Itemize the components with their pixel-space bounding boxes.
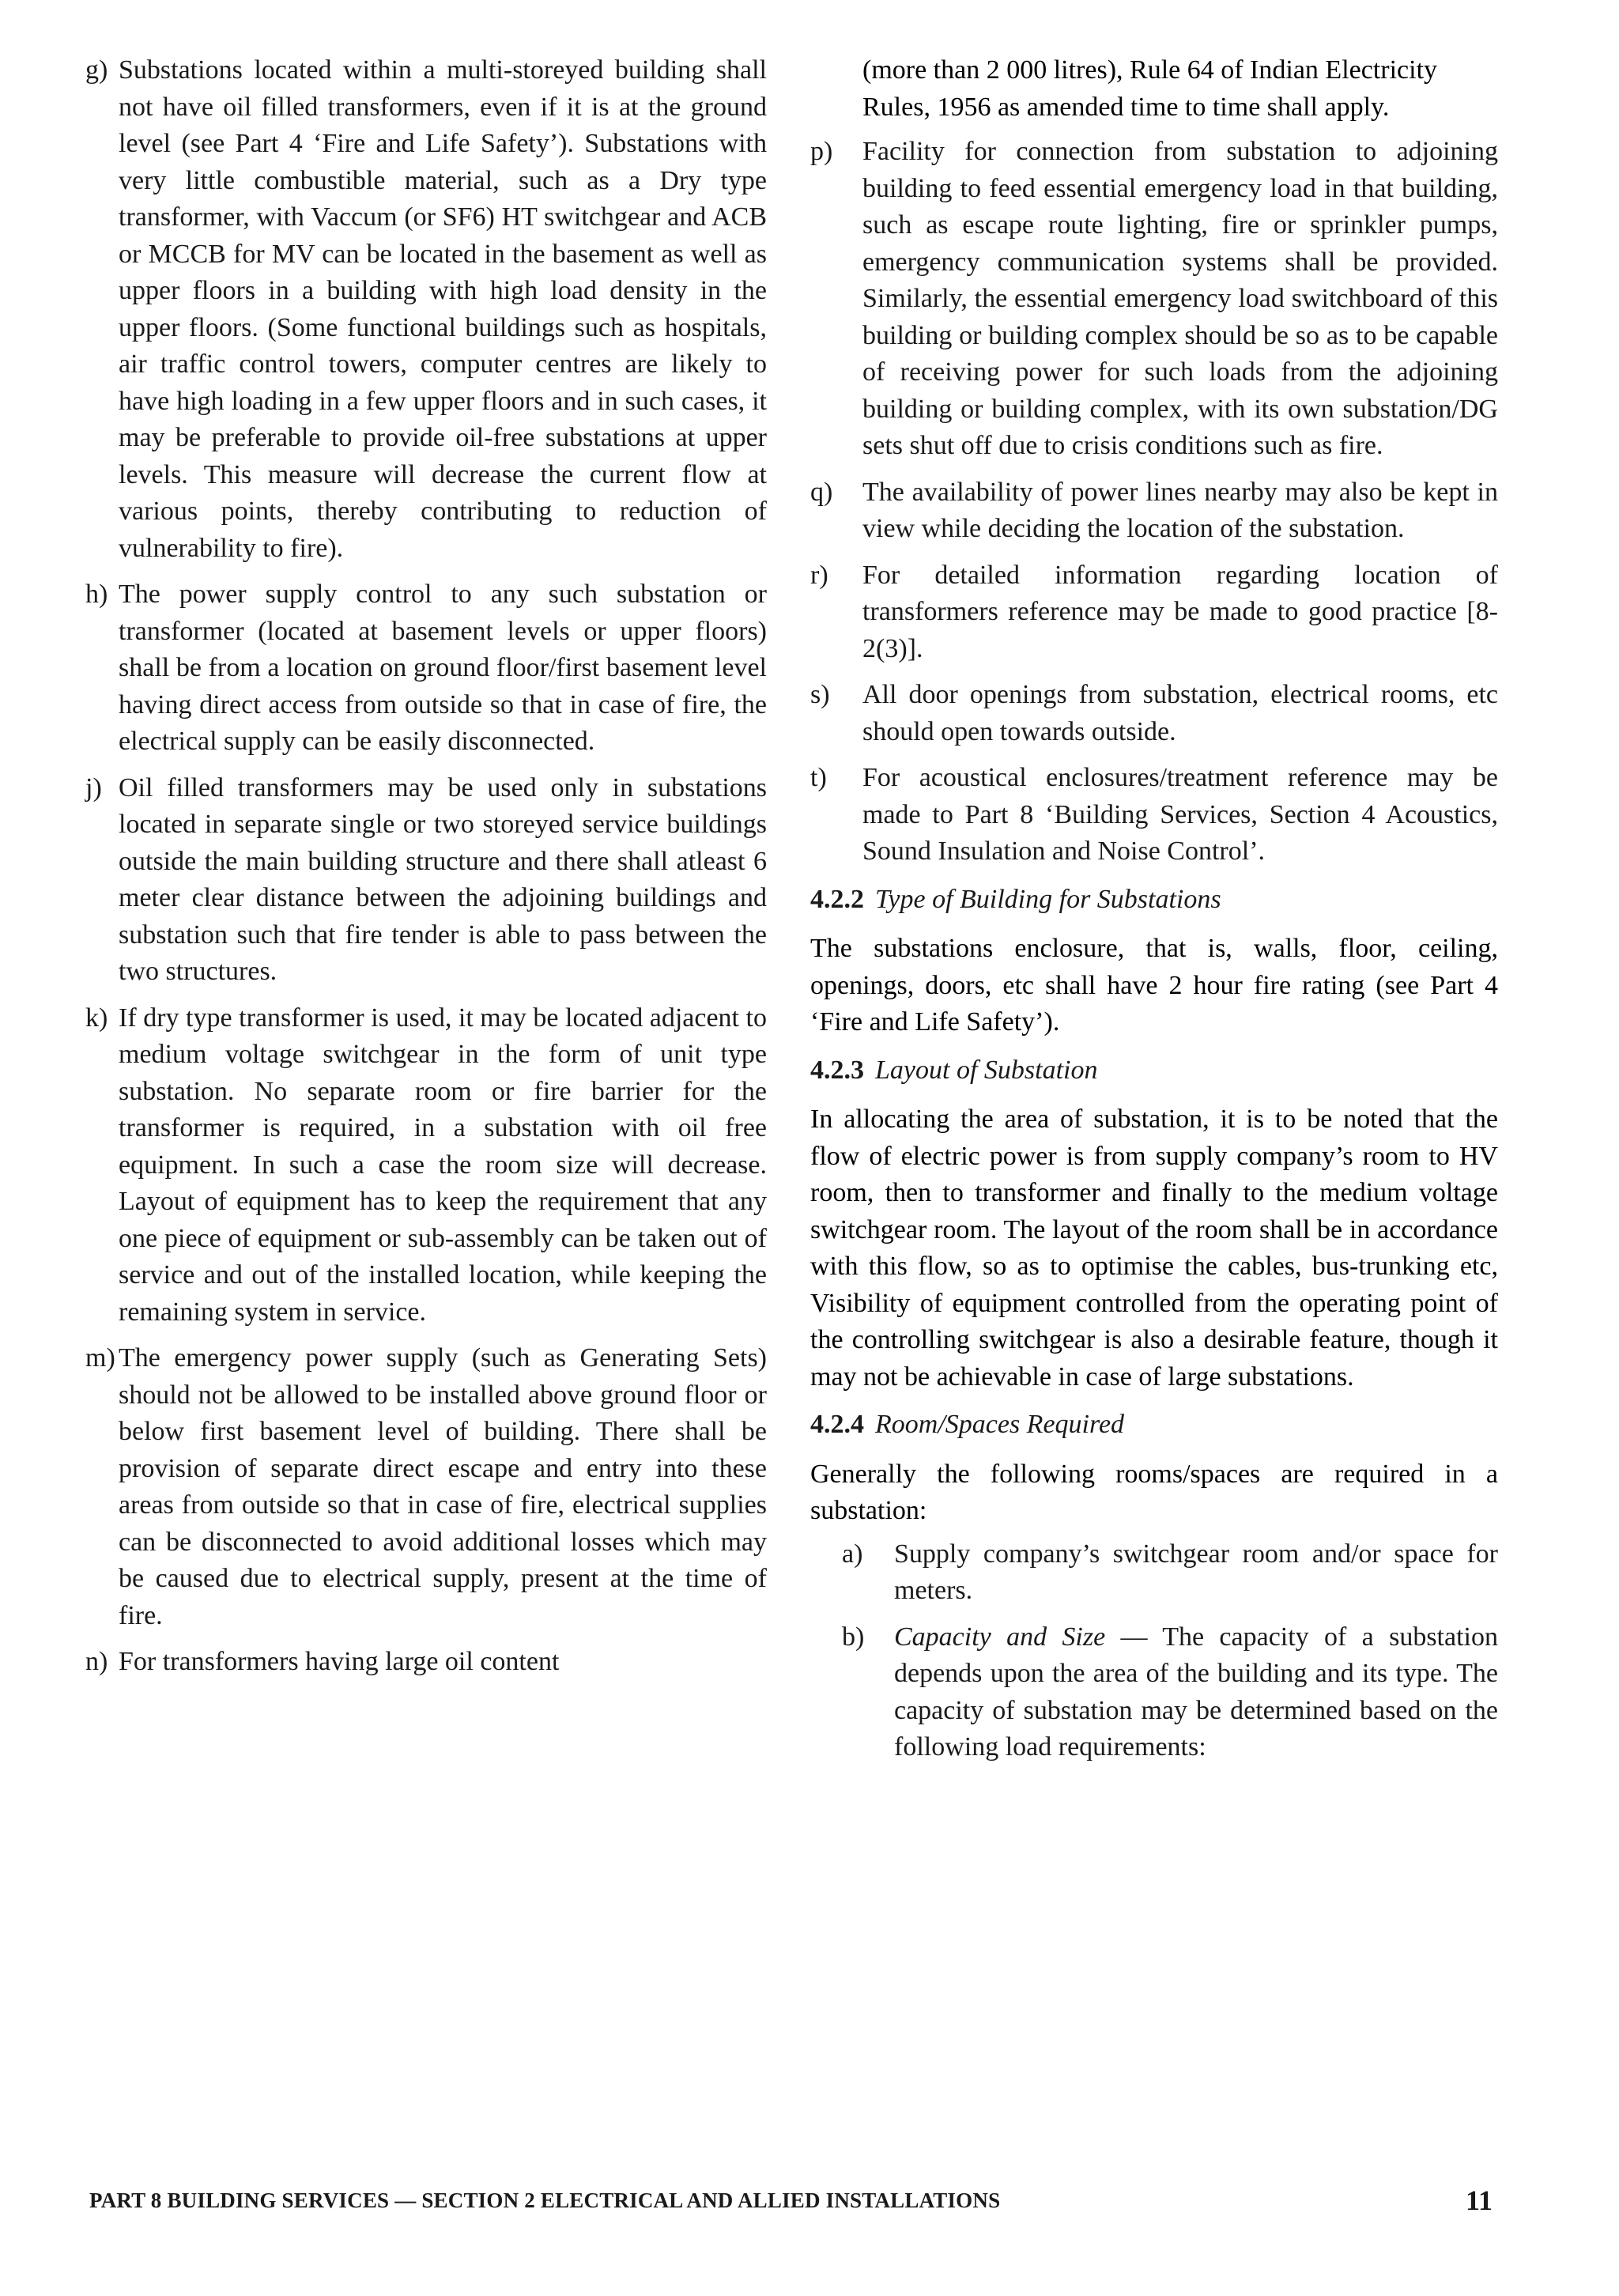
item-text: All door openings from substation, electrical rooms, etc should open towards outside.: [862, 680, 1498, 746]
list-item-b: [842, 1619, 1498, 1766]
list-item-n: [85, 1644, 767, 1681]
page-footer: [89, 2184, 1493, 2223]
item-text: The power supply control to any such substation or transformer (located at basement levels or upper floors) shall be from a location on ground floor/first basement level having direct access from outside so that in case of fire, the electrical supply can be easily disconnected.: [119, 580, 767, 756]
section-heading-4-2-3: [810, 1052, 1498, 1089]
item-lead: Capacity and Size: [894, 1622, 1106, 1652]
section-heading-4-2-2: [810, 882, 1498, 919]
list-item-j: [85, 770, 767, 991]
item-text: Oil filled transformers may be used only in substations located in separate single or two storeyed service buildings outside the main building structure and there shall atleast 6 meter clear distance between the adjoining buildings and substation such that fire tender is able to pass between the two structures.: [119, 772, 767, 986]
item-text: — The capacity of a substation depends upon the area of the building and its type. The capacity of substation may be determined based on the following load requirements:: [894, 1622, 1498, 1762]
list-item-h: [85, 576, 767, 761]
item-label: g): [85, 55, 108, 85]
item-label: r): [810, 560, 828, 590]
item-label: j): [85, 772, 102, 802]
item-text-container: [894, 1619, 1498, 1766]
list-item-g: [85, 52, 767, 567]
section-title: Room/Spaces Required: [875, 1410, 1125, 1439]
section-paragraph: In allocating the area of substation, it is to be noted that the flow of electric power is from supply company’s room to HV room, then to transformer and finally to the medium voltage switchgear room. The layout of the room shall be in accordance with this flow, so as to optimise the cables, bus-trunking etc, Visibility of equipment controlled from the operating point of the controlling switchgear is also a desirable feature, though it may not be achievable in case of large substations.: [810, 1105, 1498, 1392]
list-item-k: [85, 1000, 767, 1331]
section-number: 4.2.4: [810, 1410, 864, 1439]
item-label: q): [810, 477, 833, 507]
list-item-a: [842, 1536, 1498, 1610]
item-label: b): [842, 1622, 865, 1652]
item-text: Substations located within a multi-storeyed building shall not have oil filled transformers, even if it is at the ground level (see Part 4 ‘Fire and Life Safety’). Substations with very little combustible material, such as a Dry type transformer, with Vaccum (or SF6) HT switchgear and ACB or MCCB for MV can be located in the basement as well as upper floors in a building with high load density in the upper floors. (Some functional buildings such as hospitals, air traffic control towers, computer centres are likely to have high loading in a few upper floors and in such cases, it may be preferable to provide oil-free substations at upper levels. This measure will decrease the current flow at various points, thereby contributing to reduction of vulnerability to fire).: [119, 55, 767, 563]
item-label: n): [85, 1647, 108, 1676]
item-text: For detailed information regarding location of transformers reference may be made to good practice [8-2(3)].: [862, 560, 1498, 663]
section-title: Type of Building for Substations: [875, 884, 1221, 914]
left-column: [85, 52, 767, 1690]
continuation-text: (more than 2 000 litres), Rule 64 of Indian Electricity Rules, 1956 as amended time to time shall apply.: [862, 55, 1438, 122]
item-text: Supply company’s switchgear room and/or space for meters.: [894, 1539, 1498, 1605]
item-label: h): [85, 580, 108, 609]
item-label: t): [810, 763, 827, 792]
section-heading-4-2-4: [810, 1407, 1498, 1444]
item-text: For transformers having large oil content: [119, 1647, 560, 1676]
list-item-q: [810, 474, 1498, 548]
item-text: The emergency power supply (such as Generating Sets) should not be allowed to be installed above ground floor or below first basement level of building. There shall be provision of separate direct escape and entry into these areas from outside so that in case of fire, electrical supplies can be disconnected to avoid additional losses which may be caused due to electrical supply, present at the time of fire.: [119, 1343, 767, 1630]
item-label: k): [85, 1003, 108, 1033]
rooms-list: [810, 1536, 1498, 1766]
list-item-r: [810, 557, 1498, 668]
section-title: Layout of Substation: [875, 1055, 1098, 1085]
page-number: 11: [1465, 2185, 1493, 2216]
item-text: If dry type transformer is used, it may be located adjacent to medium voltage switchgear in the form of unit type substation. No separate room or fire barrier for the transformer is required, in a substation with oil free equipment. In such a case the room size will decrease. Layout of equipment has to keep the requirement that any one piece of equipment or sub-assembly can be taken out of service and out of the installed location, while keeping the remaining system in service.: [119, 1003, 767, 1327]
item-label: p): [810, 137, 833, 166]
section-number: 4.2.2: [810, 884, 864, 914]
list-item-p: [810, 134, 1498, 465]
item-label: s): [810, 680, 830, 709]
section-paragraph: Generally the following rooms/spaces are required in a substation:: [810, 1459, 1498, 1525]
list-item-t: [810, 760, 1498, 870]
item-text: The availability of power lines nearby may also be kept in view while deciding the location of the substation.: [862, 477, 1498, 543]
list-item-s: [810, 677, 1498, 750]
list-item-m: [85, 1340, 767, 1634]
item-text: For acoustical enclosures/treatment reference may be made to Part 8 ‘Building Services, Section 4 Acoustics, Sound Insulation and Noise Control’.: [862, 763, 1498, 866]
footer-title: PART 8 BUILDING SERVICES — SECTION 2 ELECTRICAL AND ALLIED INSTALLATIONS: [89, 2188, 1001, 2212]
section-number: 4.2.3: [810, 1055, 864, 1085]
item-text: Facility for connection from substation to adjoining building to feed essential emergency load in that building, such as escape route lighting, fire or sprinkler pumps, emergency communication systems shall be provided. Similarly, the essential emergency load switchboard of this building or building complex should be so as to be capable of receiving power for such loads from the adjoining building or building complex, with its own substation/DG sets shut off due to crisis conditions such as fire.: [862, 137, 1498, 460]
section-paragraph: The substations enclosure, that is, walls, floor, ceiling, openings, doors, etc shall have 2 hour fire rating (see Part 4 ‘Fire and Life Safety’).: [810, 934, 1498, 1037]
item-label: m): [85, 1343, 115, 1373]
item-label: a): [842, 1539, 863, 1569]
right-column: [810, 52, 1498, 1776]
